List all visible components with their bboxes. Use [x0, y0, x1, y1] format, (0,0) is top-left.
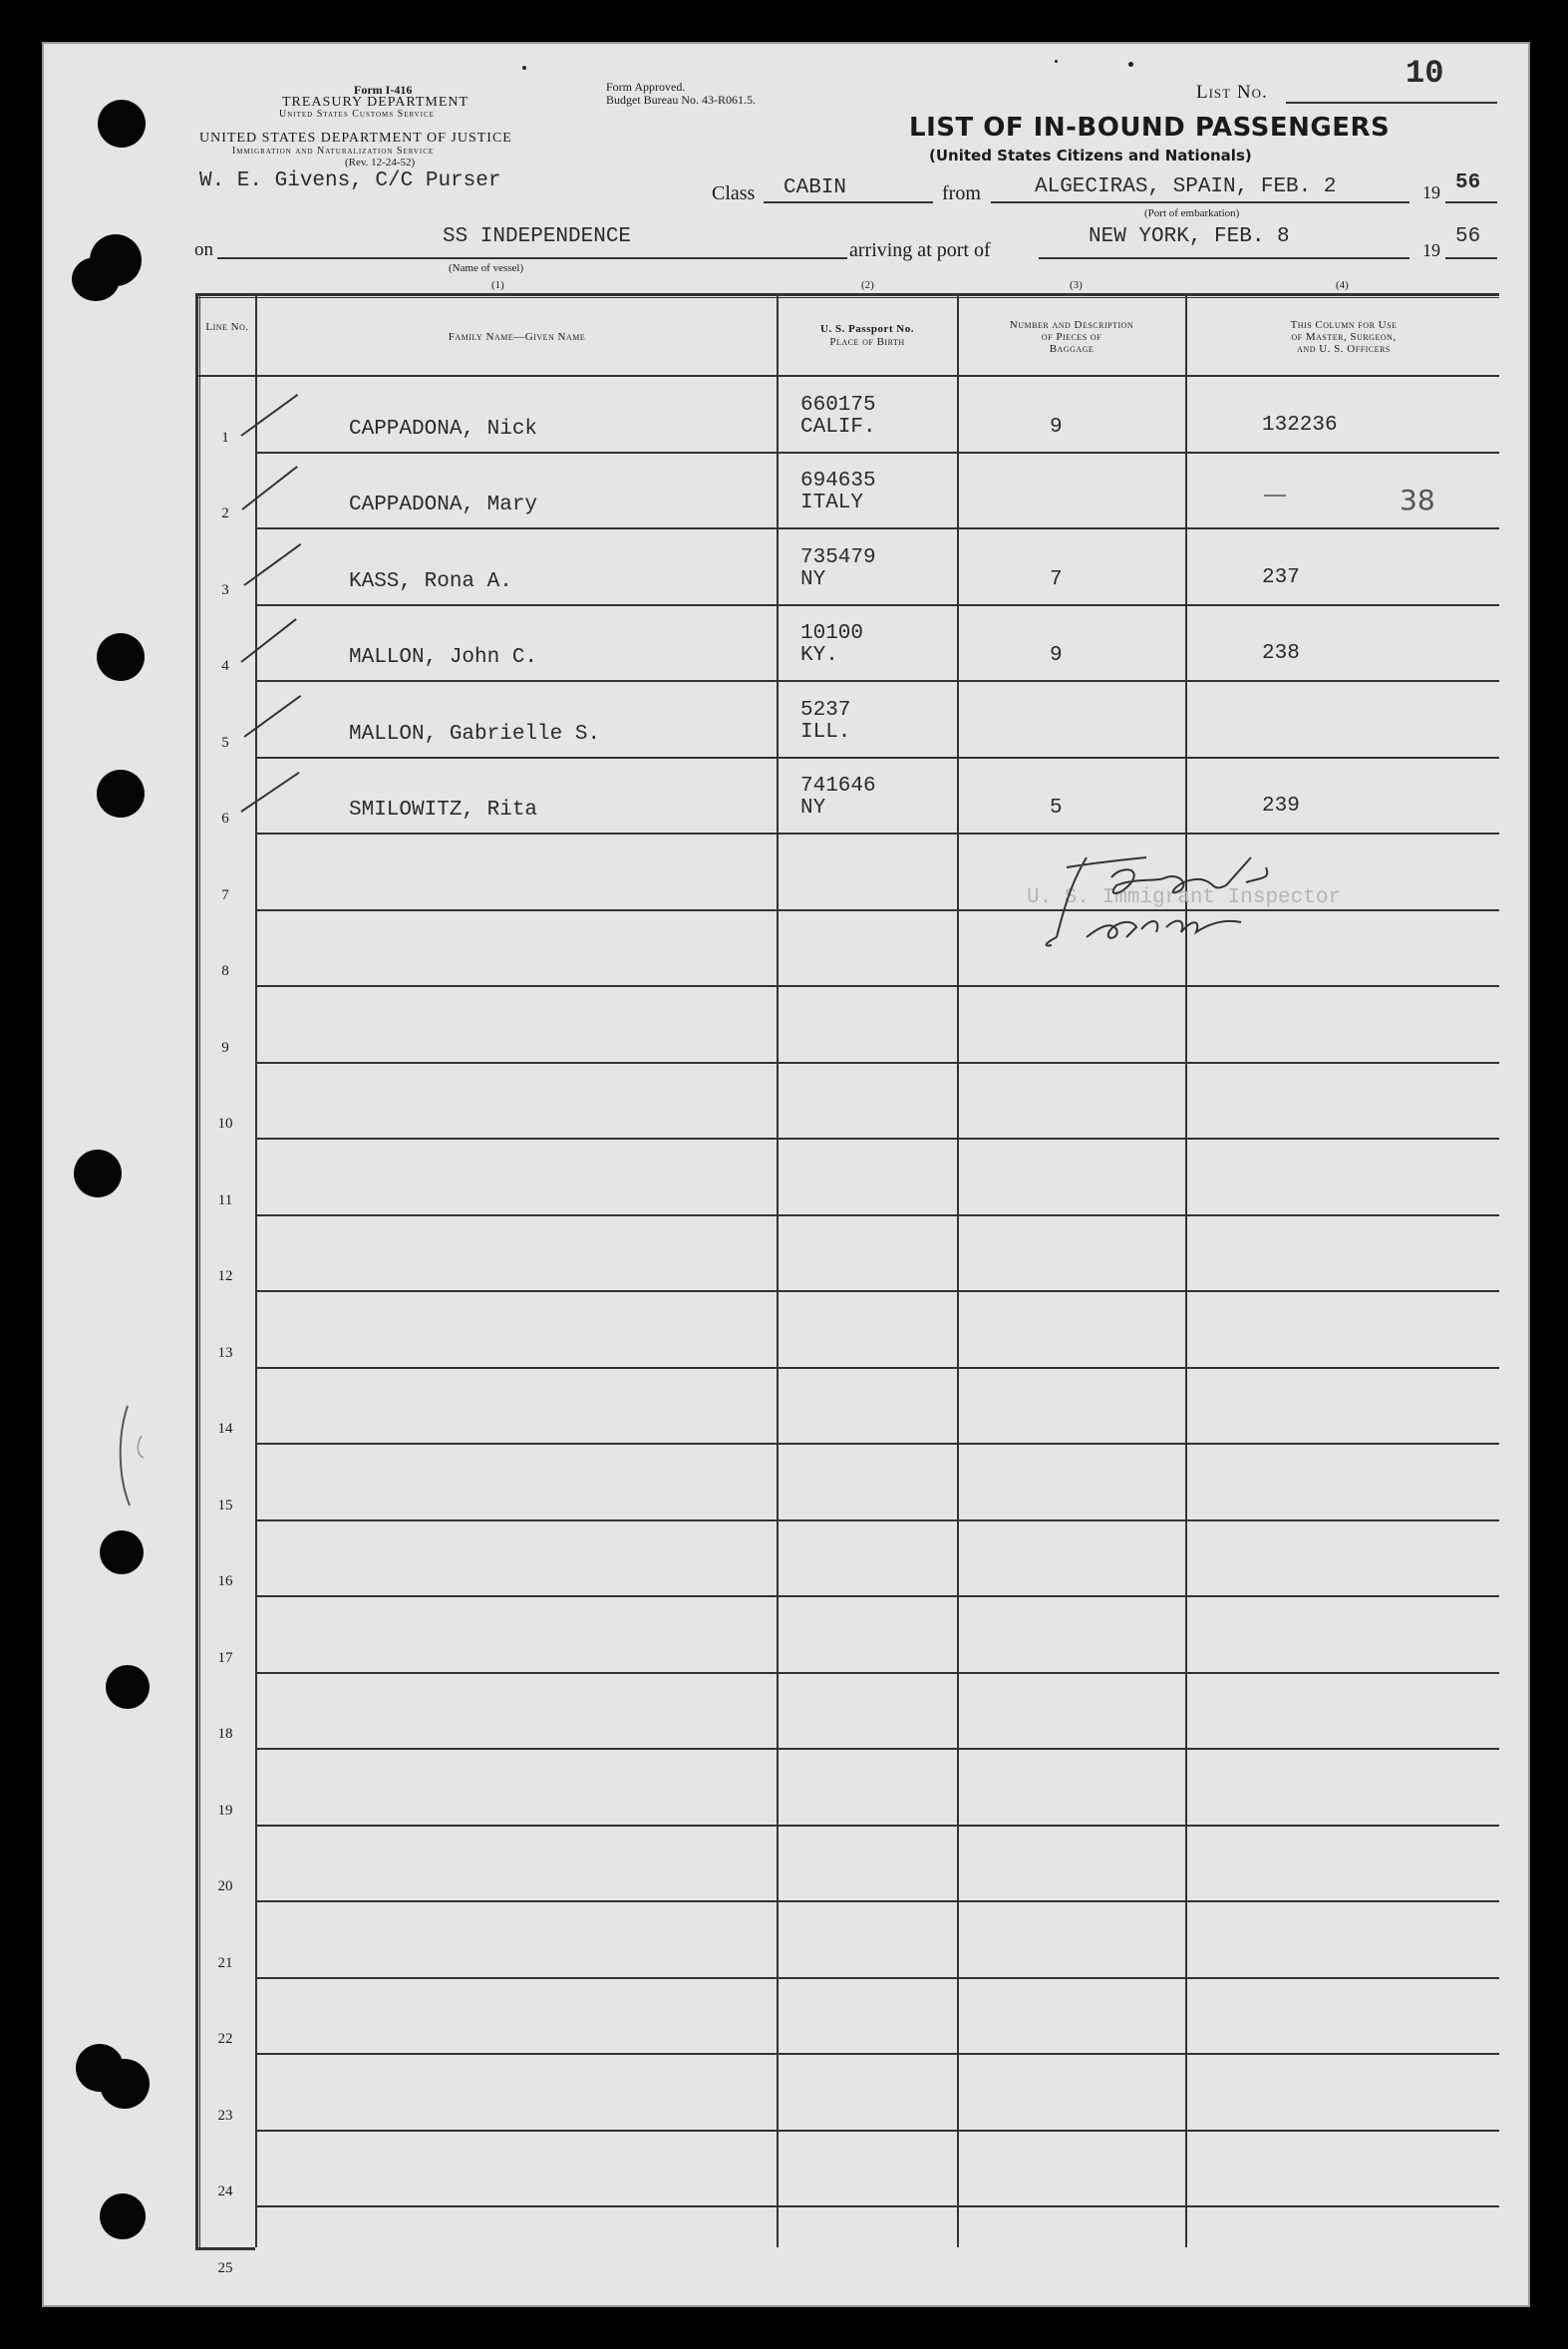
passport-number: 735479: [800, 545, 876, 569]
header-passport-2: Place of Birth: [829, 336, 905, 348]
row-divider: [257, 604, 1499, 606]
from-underline: [991, 201, 1410, 203]
row-number: 22: [217, 2031, 233, 2047]
form-title: LIST OF IN-BOUND PASSENGERS: [909, 113, 1391, 143]
punch-hole: [72, 257, 120, 301]
form-subtitle: (United States Citizens and Nationals): [929, 147, 1252, 165]
table-left-border-inner: [199, 293, 200, 2247]
header-officers-3: and U. S. Officers: [1297, 343, 1391, 355]
on-label: on: [194, 239, 213, 260]
customs-service: United States Customs Service: [279, 109, 435, 120]
from-value: ALGECIRAS, SPAIN, FEB. 2: [1035, 175, 1337, 198]
passport-number: 660175: [800, 393, 876, 417]
header-name: Family Name—Given Name: [448, 331, 586, 343]
vessel-name: SS INDEPENDENCE: [443, 225, 632, 248]
arriving-value: NEW YORK, FEB. 8: [1089, 225, 1290, 248]
row-number: 14: [217, 1421, 233, 1437]
treasury-dept: TREASURY DEPARTMENT: [282, 95, 470, 110]
year-prefix: 19: [1422, 182, 1440, 202]
passenger-name: KASS, Rona A.: [349, 569, 512, 593]
arriving-label: arriving at port of: [849, 239, 991, 261]
immigration-service: Immigration and Naturalization Service: [232, 146, 435, 157]
class-value: CABIN: [784, 176, 847, 199]
row-number: 12: [217, 1268, 233, 1284]
place-of-birth: ITALY: [800, 492, 864, 514]
list-no-value: 10: [1406, 55, 1444, 92]
revision-note: (Rev. 12-24-52): [345, 157, 416, 168]
form-approved: Form Approved.: [606, 80, 686, 94]
officer-entry: 238: [1262, 642, 1300, 665]
passenger-name: CAPPADONA, Nick: [349, 417, 538, 441]
row-divider: [257, 2053, 1499, 2055]
row-divider: [257, 2130, 1499, 2132]
officer-entry: 237: [1262, 565, 1300, 589]
row-number: 25: [217, 2259, 233, 2276]
header-officers-1: This Column for Use: [1290, 319, 1398, 331]
row-number: 9: [221, 1039, 229, 1056]
budget-bureau: Budget Bureau No. 43-R061.5.: [606, 93, 756, 107]
header-passport-1: U. S. Passport No.: [820, 323, 914, 335]
row-number: 18: [217, 1726, 233, 1742]
port-caption: (Port of embarkation): [1144, 207, 1240, 219]
list-no-label: List No.: [1196, 82, 1268, 103]
header-baggage-3: Baggage: [1049, 343, 1095, 355]
baggage-count: 7: [1050, 567, 1063, 591]
row-divider: [257, 2205, 1499, 2207]
row-number: 15: [217, 1497, 233, 1513]
year-underline: [1445, 201, 1497, 203]
speck: [1055, 60, 1058, 63]
year-from: 56: [1455, 171, 1481, 194]
header-baggage-2: of Pieces of: [1041, 331, 1102, 343]
row-divider: [257, 1825, 1499, 1827]
row-number: 10: [217, 1116, 233, 1132]
row-divider: [257, 985, 1499, 987]
row-number: 6: [221, 811, 229, 827]
year-arrive: 56: [1455, 225, 1481, 248]
place-of-birth: KY.: [800, 644, 838, 667]
baggage-divider: [1185, 293, 1187, 2247]
row-divider: [257, 1672, 1499, 1674]
passport-number: 5237: [800, 698, 851, 722]
year-arrive-underline: [1445, 257, 1497, 259]
passenger-name: MALLON, John C.: [349, 646, 538, 669]
justice-dept: UNITED STATES DEPARTMENT OF JUSTICE: [199, 131, 512, 146]
row-number: 4: [221, 658, 229, 674]
officer-entry: 38: [1400, 484, 1435, 516]
class-label: Class: [712, 182, 756, 204]
table-top-border: [195, 293, 1499, 296]
row-divider: [257, 1595, 1499, 1597]
list-no-underline: [1286, 102, 1497, 104]
baggage-count: 9: [1050, 415, 1063, 439]
row-divider: [257, 680, 1499, 682]
margin-pencil-mark: [108, 1396, 157, 1515]
passport-divider: [957, 293, 959, 2247]
year-prefix-arrive: 19: [1422, 240, 1440, 260]
row-divider: [257, 1290, 1499, 1292]
row-divider: [257, 1138, 1499, 1140]
purser-name: W. E. Givens, C/C Purser: [199, 169, 501, 192]
row-divider: [257, 1367, 1499, 1369]
row-number: 21: [217, 1954, 233, 1971]
pencil-mark: [1264, 495, 1286, 497]
row-number: 17: [217, 1649, 233, 1666]
place-of-birth: ILL.: [800, 720, 851, 744]
punch-hole: [100, 1530, 144, 1574]
punch-hole: [100, 2193, 146, 2239]
baggage-count: 5: [1050, 797, 1063, 820]
place-of-birth: CALIF.: [800, 415, 876, 439]
passport-number: 10100: [800, 622, 864, 645]
col-number-3: (3): [1070, 279, 1083, 291]
vessel-underline: [217, 257, 847, 259]
row-divider: [257, 1977, 1499, 1979]
place-of-birth: NY: [800, 567, 826, 591]
col-number-4: (4): [1336, 279, 1349, 291]
vessel-caption: (Name of vessel): [449, 262, 524, 274]
table-header-bottom: [195, 375, 1499, 377]
punch-hole: [97, 633, 145, 681]
row-number: 19: [217, 1802, 233, 1819]
class-underline: [764, 201, 933, 203]
row-divider: [257, 1214, 1499, 1216]
passport-number: 741646: [800, 775, 876, 798]
row-divider: [257, 452, 1499, 454]
form-number: Form I-416: [354, 83, 413, 97]
row-number: 13: [217, 1344, 233, 1361]
row-divider: [257, 757, 1499, 759]
speck: [522, 66, 526, 70]
passenger-name: SMILOWITZ, Rita: [349, 799, 538, 822]
row-divider: [257, 1062, 1499, 1064]
row-number: 1: [221, 429, 229, 446]
punch-hole: [97, 770, 145, 818]
table-top-border-inner: [195, 297, 1499, 298]
speck: [1128, 62, 1133, 67]
row-number: 16: [217, 1573, 233, 1589]
header-baggage-1: Number and Description: [1009, 319, 1134, 331]
header-line-no: Line No.: [205, 321, 249, 333]
row-divider: [257, 527, 1499, 529]
table-left-border: [195, 293, 198, 2247]
row-number: 2: [221, 505, 229, 521]
row-number: 11: [217, 1191, 233, 1208]
inspector-stamp: U. S. Immigrant Inspector: [1027, 886, 1342, 909]
baggage-count: 9: [1050, 644, 1063, 667]
table-bottom-border: [195, 2247, 255, 2250]
officer-entry: 239: [1262, 795, 1300, 818]
row-divider: [257, 833, 1499, 835]
from-label: from: [942, 182, 981, 204]
punch-hole: [106, 1665, 150, 1709]
passenger-name: CAPPADONA, Mary: [349, 494, 538, 516]
punch-hole: [100, 2059, 150, 2109]
inspector-signature: [1017, 838, 1336, 957]
line-no-divider: [255, 293, 257, 2247]
row-number: 23: [217, 2107, 233, 2124]
document-page: [42, 42, 1530, 2307]
name-divider: [777, 293, 779, 2247]
punch-hole: [74, 1150, 122, 1197]
row-number: 8: [221, 963, 229, 979]
passenger-name: MALLON, Gabrielle S.: [349, 722, 601, 746]
row-number: 20: [217, 1878, 233, 1894]
row-number: 7: [221, 886, 229, 903]
row-divider: [257, 1519, 1499, 1521]
row-divider: [257, 1443, 1499, 1445]
row-number: 24: [217, 2183, 233, 2199]
row-number: 3: [221, 581, 229, 598]
col-number-2: (2): [861, 279, 874, 291]
place-of-birth: NY: [800, 797, 826, 820]
row-number: 5: [221, 734, 229, 751]
officer-entry: 132236: [1262, 413, 1338, 437]
row-divider: [257, 1900, 1499, 1902]
punch-hole: [98, 100, 146, 148]
header-officers-2: of Master, Surgeon,: [1291, 331, 1397, 343]
row-divider: [257, 1748, 1499, 1750]
col-number-1: (1): [491, 279, 504, 291]
arriving-underline: [1039, 257, 1410, 259]
passport-number: 694635: [800, 470, 876, 493]
